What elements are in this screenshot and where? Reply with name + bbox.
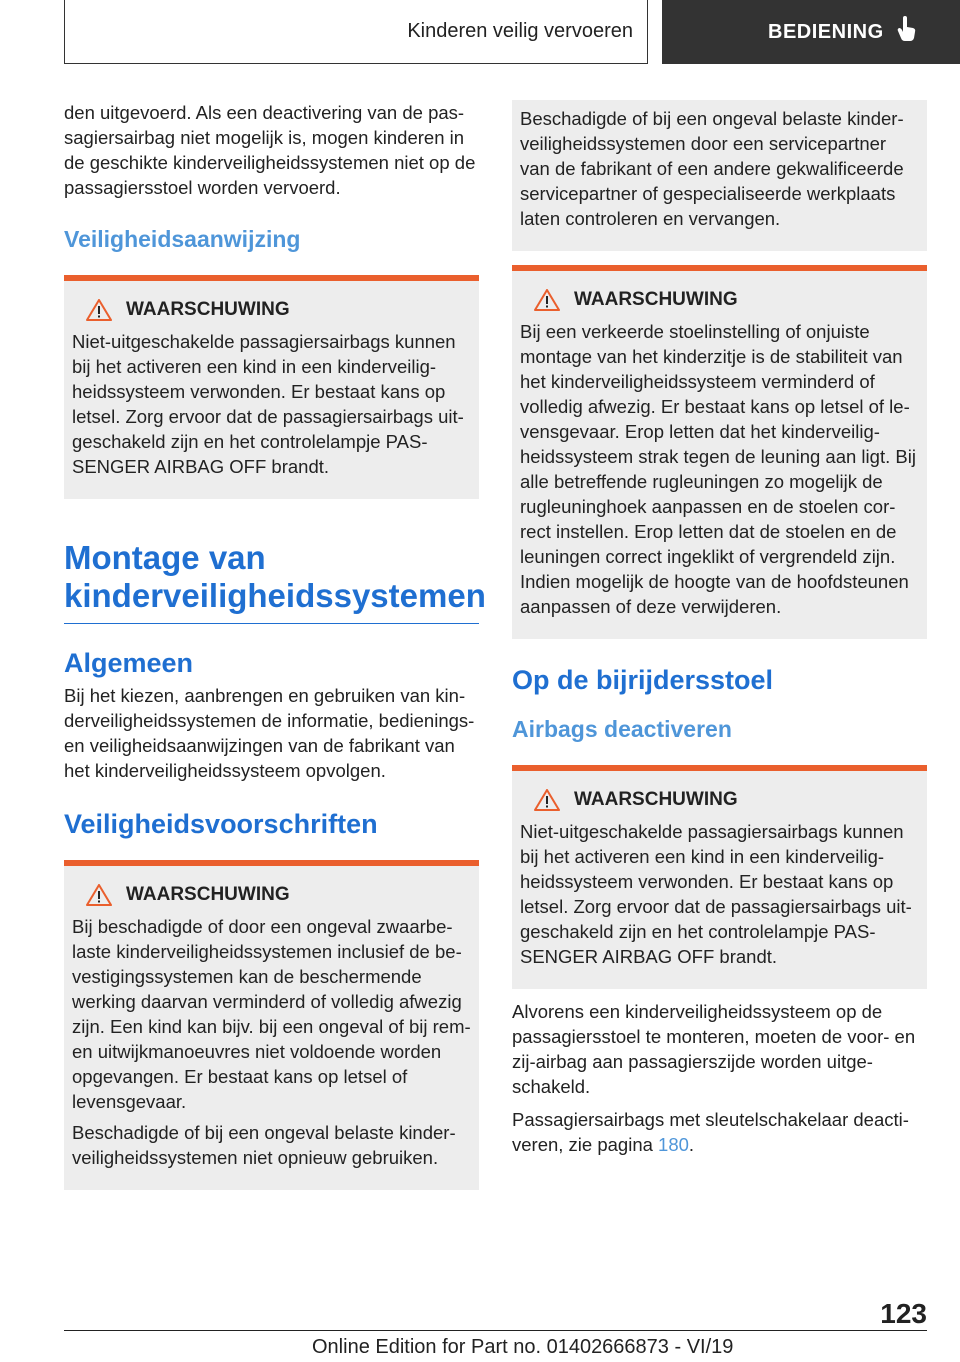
warning-title: WAARSCHUWING	[126, 884, 290, 905]
warning-text: Bij een verkeerde stoelinstelling of onjuiste montage van het kinderzitje is de stabiliteit van het kinderveiligheidssysteem verminderd of volledig afwezig. Er bestaat kans op letsel of levensgevaar. Erop letten dat het kinderveiligheidssysteem strak tegen de leuning aan ligt. Bij alle betreffende rugleuningen zo mogelijk de rugleuninghoek aanpassen en de stoelen correct instellen. Erop letten dat de stoelen en de leuningen correct ingeklikt of vergrendeld zijn. Indien mogelijk de hoogte van de hoofdsteunen aanpassen of deze verwijderen.	[520, 321, 916, 617]
footer-rule	[64, 1330, 927, 1331]
warning-box-continued	[512, 100, 927, 251]
warning-triangle-icon	[86, 299, 112, 321]
key-switch-text: Passagiersairbags met sleutelschakelaar deactiveren, zie pagina	[512, 1109, 909, 1155]
warning-header	[534, 289, 919, 311]
warning-triangle-icon	[534, 289, 560, 311]
warning-header	[86, 299, 471, 321]
warning-text: Beschadigde of bij een ongeval belaste kinderveiligheidssystemen door een servicepartner van de fabrikant of een andere gekwalificeerde servicepartner of gespecialiseerde werkplaats laten controleren en vervangen.	[520, 108, 904, 229]
warning-title: WAARSCHUWING	[574, 789, 738, 810]
warning-title: WAARSCHUWING	[126, 299, 290, 320]
warning-header	[86, 884, 471, 906]
section-heading-passenger: Op de bijrijdersstoel	[512, 665, 774, 695]
footer-edition: Online Edition for Part no. 01402666873 - VI/19	[312, 1336, 734, 1358]
warning-header	[534, 789, 919, 811]
warning-text: Bij beschadigde of door een ongeval zwaarbelaste kinderveiligheidssystemen inclusief de bevestigingssystemen kan de beschermende werking daarvan verminderd of volledig afwezig zijn. Een kind kan bijv. bij een ongeval of bij rem- en uitwijkmanoeuvres niet voldoende worden opgevangen. Er bestaat kans op letsel of levensgevaar.	[72, 916, 471, 1112]
warning-title: WAARSCHUWING	[574, 289, 738, 310]
key-switch-period: .	[688, 1134, 695, 1155]
page-link-180[interactable]: 180	[658, 1134, 689, 1155]
key-switch-paragraph	[512, 1107, 927, 1157]
warning-box	[64, 275, 479, 499]
warning-triangle-icon	[534, 789, 560, 811]
right-column	[512, 100, 927, 1157]
warning-text-continued: Beschadigde of bij een ongeval belaste kinderveiligheidssystemen niet opnieuw gebruiken.	[72, 1122, 456, 1168]
header-section-title	[64, 0, 648, 64]
section-heading-general: Algemeen	[64, 648, 194, 678]
section-heading-rules: Veiligheidsvoorschriften	[64, 809, 378, 839]
airbag-paragraph: Alvorens een kinderveiligheidssysteem op de passagiersstoel te monteren, moeten de voor- en zij-airbag aan passagierszijde worden uitgeschakeld.	[512, 1001, 916, 1097]
left-column	[64, 100, 486, 1190]
section-heading-instructions: Veiligheidsaanwijzing	[64, 226, 301, 252]
header-chapter-tab	[662, 0, 960, 64]
chapter-heading: Montage van kinderveiligheidssystemen	[64, 539, 486, 614]
page-number: 123	[880, 1298, 927, 1329]
chapter-label: BEDIENING	[768, 20, 884, 43]
warning-triangle-icon	[86, 884, 112, 906]
section-heading-deactivate: Airbags deactiveren	[512, 716, 732, 742]
warning-text: Niet-uitgeschakelde passagiersairbags kunnen bij het activeren een kind in een kinderveiligheidssysteem verwonden. Er bestaat kans op letsel. Zorg ervoor dat de passagiersairbags uitgeschakeld zijn en het controlelampje PASSENGER AIRBAG OFF brandt.	[520, 821, 912, 967]
warning-box	[64, 860, 479, 1190]
warning-text: Niet-uitgeschakelde passagiersairbags kunnen bij het activeren een kind in een kinderveiligheidssysteem verwonden. Er bestaat kans op letsel. Zorg ervoor dat de passagiersairbags uitgeschakeld zijn en het controlelampje PASSENGER AIRBAG OFF brandt.	[72, 331, 464, 477]
intro-paragraph: den uitgevoerd. Als een deactivering van de passagiersairbag niet mogelijk is, mogen kinderen in de geschikte kinderveiligheidssystemen niet op de passagiersstoel worden vervoerd.	[64, 102, 476, 198]
general-paragraph: Bij het kiezen, aanbrengen en gebruiken van kinderveiligheidssystemen de informatie, bedienings- en veiligheidsaanwijzingen van de fabrikant van het kinderveiligheidssysteem opvolgen.	[64, 685, 475, 781]
warning-box	[512, 765, 927, 989]
hand-pointer-icon	[896, 16, 918, 48]
warning-box	[512, 265, 927, 639]
section-title: Kinderen veilig vervoeren	[407, 20, 633, 42]
